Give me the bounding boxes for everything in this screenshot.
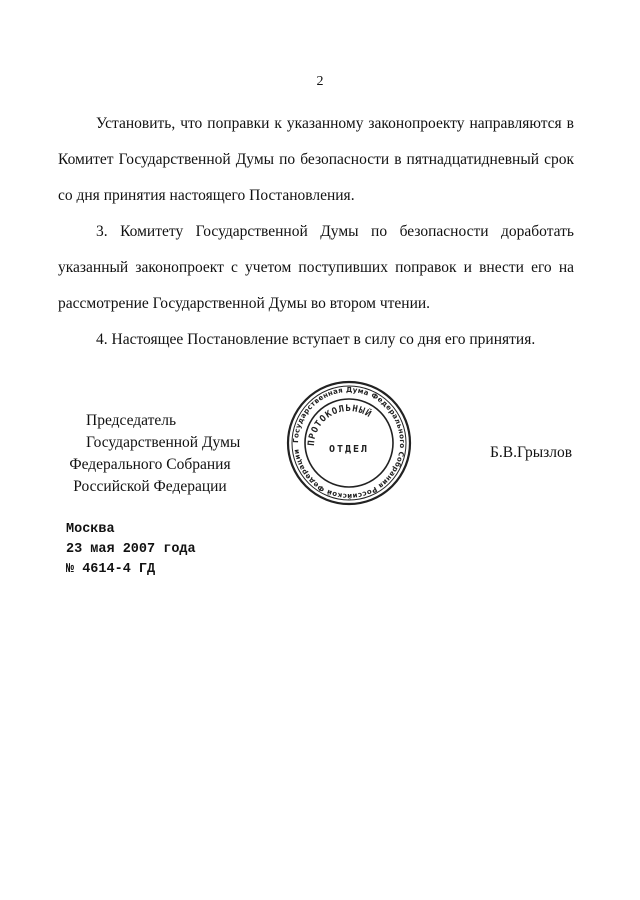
- page-number: 2: [316, 74, 324, 89]
- paragraph-entry-into-force: 4. Настоящее Постановление вступает в силу со дня его принятия.: [96, 331, 536, 348]
- signature-title-line-3: Российской Федерации: [73, 478, 227, 495]
- paragraph-3-container: [58, 322, 574, 358]
- signature-title-line-2: Федерального Собрания: [69, 456, 231, 473]
- paragraph-committee-revision: 3. Комитету Государственной Думы по безопасности доработать указанный законопроект с учетом поступивших поправок и внести его на рассмотрение Государственной Думы во втором чтении.: [58, 223, 574, 312]
- stamp-center-text: ОТДЕЛ: [328, 444, 370, 455]
- footer-number: № 4614-4 ГД: [66, 562, 156, 577]
- official-stamp-seal: [286, 380, 412, 506]
- footer-block: [66, 520, 196, 580]
- signer-name: Б.В.Грызлов: [490, 444, 573, 461]
- footer-city: Москва: [66, 522, 115, 537]
- stamp-inner-text: ПРОТОКОЛЬНЫЙ: [306, 403, 374, 447]
- svg-text:ПРОТОКОЛЬНЫЙ: [307, 404, 375, 446]
- paragraph-2-container: [58, 214, 574, 322]
- signature-title-line-1: Председатель Государственной Думы: [86, 412, 241, 451]
- footer-date: 23 мая 2007 года: [66, 542, 196, 557]
- paragraph-1-container: [58, 106, 574, 214]
- signature-title-block: [40, 410, 260, 498]
- stamp-outer-text: Государственная Дума Федерального Собрания Российской Федерации: [291, 385, 407, 501]
- paragraph-amendments-deadline: Установить, что поправки к указанному законопроекту направляются в Комитет Государственной Думы по безопасности в пятнадцатидневный срок со дня принятия настоящего Постановления.: [58, 115, 574, 204]
